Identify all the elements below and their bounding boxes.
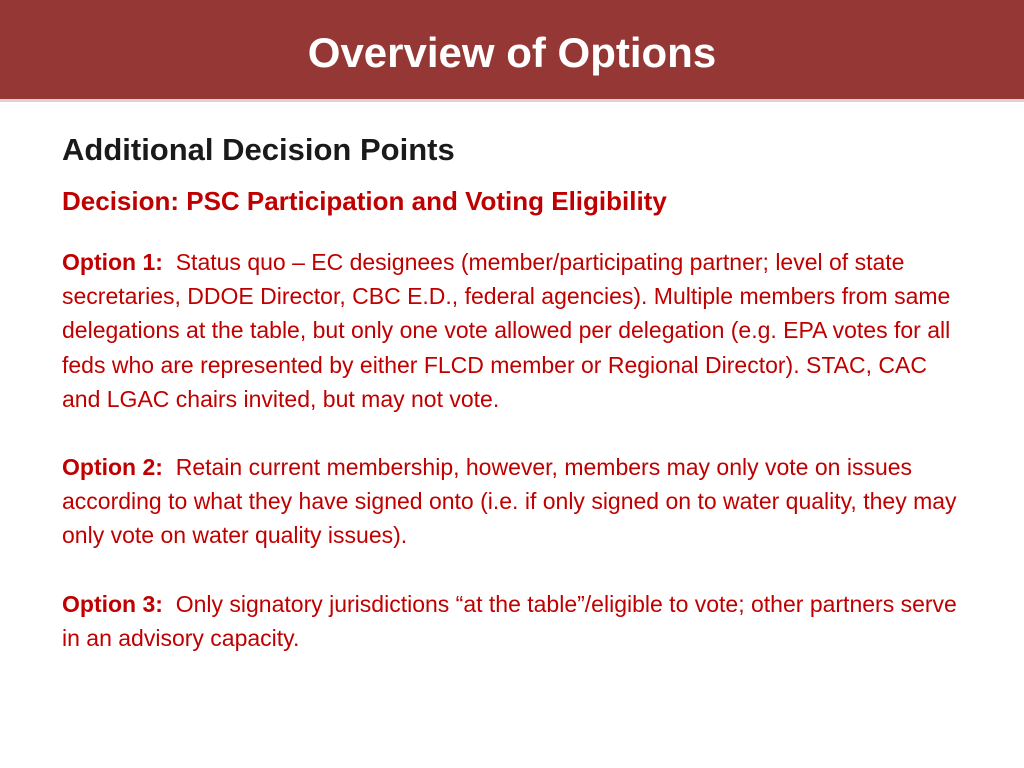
option-3-label: Option 3: [62,590,163,617]
option-1 [62,245,962,416]
option-2-text: Retain current membership, however, members may only vote on issues according to what they have signed onto (i.e. if only signed on to water quality, they may only vote on water quality issues). [62,454,957,549]
options-list [62,245,962,689]
option-2 [62,450,962,553]
section-heading: Additional Decision Points [62,132,455,167]
option-2-label: Option 2: [62,454,163,481]
option-1-text: Status quo – EC designees (member/participating partner; level of state secretaries, DDOE Director, CBC E.D., federal agencies). Multiple members from same delegations at the table, but only one vote allowed per delegation (e.g. EPA votes for all feds who are represented by either FLCD member or Regional Director). STAC, CAC and LGAC chairs invited, but may not vote. [62,249,951,412]
option-3-text: Only signatory jurisdictions “at the table”/eligible to vote; other partners serve in an advisory capacity. [62,590,957,651]
slide-title: Overview of Options [307,29,717,76]
option-3 [62,587,962,655]
option-1-label: Option 1: [62,249,163,275]
title-banner [0,0,1024,102]
decision-heading: Decision: PSC Participation and Voting Eligibility [62,186,667,216]
